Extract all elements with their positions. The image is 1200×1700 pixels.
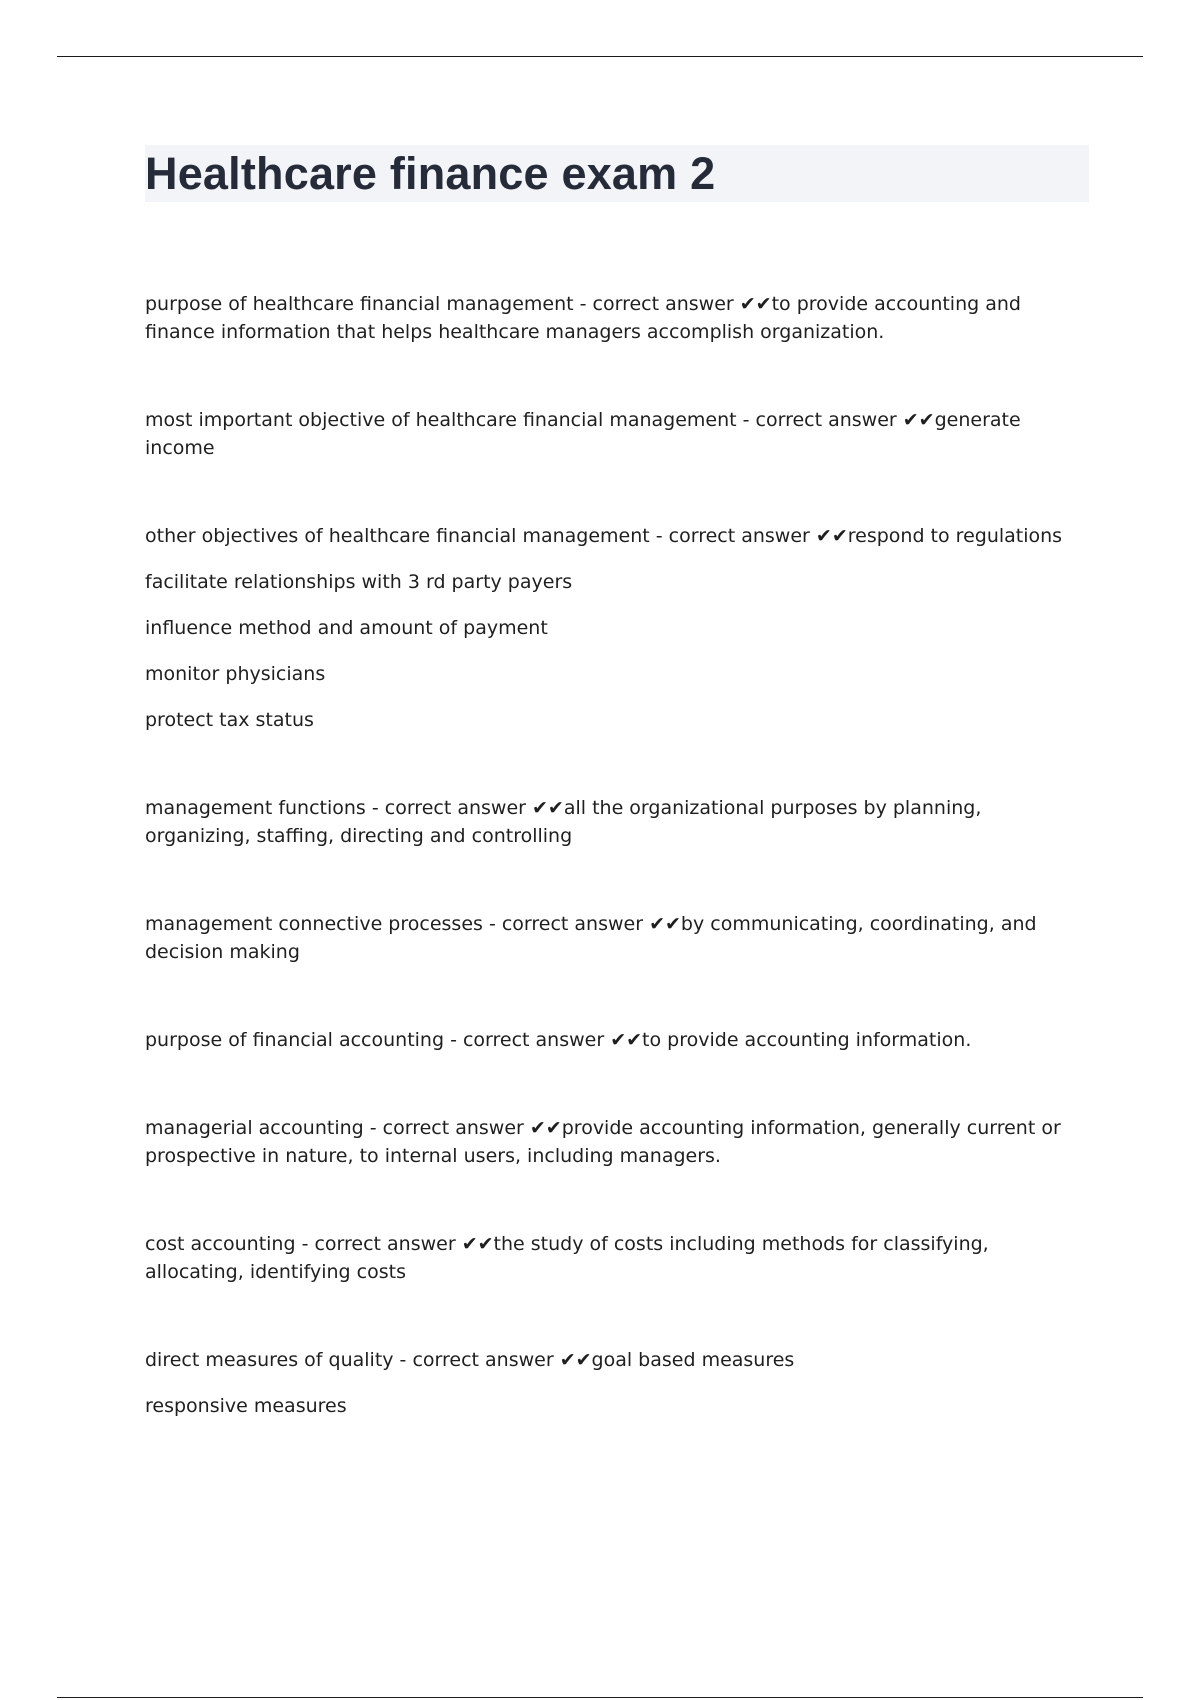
question-text: managerial accounting - correct answer (145, 1117, 530, 1139)
qa-line (145, 1114, 1085, 1170)
question-text: management connective processes - correct answer (145, 913, 650, 935)
qa-entry (145, 794, 1085, 850)
top-rule (57, 56, 1143, 57)
answer-text: to provide accounting information. (642, 1029, 972, 1051)
answer-text: provide accounting information, generally current or prospective in nature, to internal users, including managers. (145, 1117, 1061, 1167)
qa-entry (145, 910, 1085, 966)
qa-line (145, 522, 1085, 550)
checkmark-icon: ✔✔ (461, 1233, 494, 1255)
question-text: direct measures of quality - correct answer (145, 1349, 560, 1371)
checkmark-icon: ✔✔ (559, 1349, 592, 1371)
checkmark-icon: ✔✔ (902, 409, 935, 431)
answer-text: the study of costs including methods for classifying, allocating, identifying costs (145, 1233, 989, 1283)
answer-text: by communicating, coordinating, and decision making (145, 913, 1037, 963)
answer-text: generate income (145, 409, 1021, 459)
question-text: purpose of financial accounting - correct answer (145, 1029, 611, 1051)
checkmark-icon: ✔✔ (739, 293, 772, 315)
checkmark-icon: ✔✔ (532, 797, 564, 819)
qa-line (145, 1346, 1085, 1374)
bottom-rule (57, 1697, 1143, 1698)
answer-text: goal based measures (591, 1349, 795, 1371)
question-text: management functions - correct answer (145, 797, 532, 819)
qa-entry (145, 1346, 1085, 1420)
answer-extra-line: influence method and amount of payment (145, 617, 548, 639)
answer-extra-line: protect tax status (145, 709, 314, 731)
question-text: cost accounting - correct answer (145, 1233, 462, 1255)
checkmark-icon: ✔✔ (649, 913, 681, 935)
qa-line (145, 1026, 1085, 1054)
qa-line (145, 910, 1085, 966)
page-title: Healthcare finance exam 2 (145, 148, 716, 199)
checkmark-icon: ✔✔ (610, 1029, 643, 1051)
question-text: purpose of healthcare financial management - correct answer (145, 293, 740, 315)
qa-entry (145, 1026, 1085, 1054)
qa-list (145, 290, 1085, 1480)
qa-line (145, 794, 1085, 850)
qa-entry (145, 522, 1085, 734)
qa-entry (145, 1230, 1085, 1286)
qa-entry (145, 1114, 1085, 1170)
qa-line (145, 1230, 1085, 1286)
checkmark-icon: ✔✔ (529, 1117, 562, 1139)
answer-extra-line: monitor physicians (145, 663, 326, 685)
qa-entry (145, 290, 1085, 346)
qa-line (145, 406, 1085, 462)
answer-extra-line: responsive measures (145, 1395, 347, 1417)
qa-line (145, 290, 1085, 346)
answer-text: respond to regulations (847, 525, 1063, 547)
question-text: most important objective of healthcare financial management - correct answer (145, 409, 903, 431)
answer-text: to provide accounting and finance information that helps healthcare managers accomplish organization. (145, 293, 1021, 343)
qa-entry (145, 406, 1085, 462)
answer-text: all the organizational purposes by planning, organizing, staffing, directing and controlling (145, 797, 982, 847)
answer-extra-line: facilitate relationships with 3 rd party payers (145, 571, 573, 593)
question-text: other objectives of healthcare financial management - correct answer (145, 525, 816, 547)
checkmark-icon: ✔✔ (815, 525, 848, 547)
